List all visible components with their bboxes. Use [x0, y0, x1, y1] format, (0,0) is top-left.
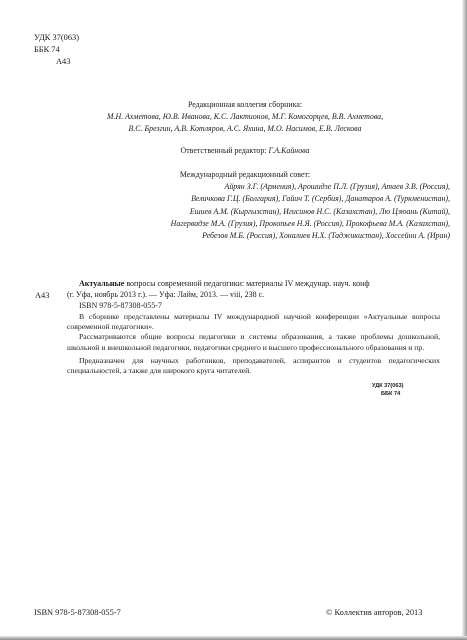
page-edge-shadow	[462, 0, 467, 640]
bib-annotation	[67, 312, 440, 376]
executive-editor-label: Ответственный редактор:	[180, 146, 267, 155]
council-heading-block	[40, 169, 450, 181]
editorial-board-line: В.С. Брезгин, А.В. Котляров, А.С. Яхина, М.О. Насимов, Е.В. Лескова	[128, 124, 362, 133]
bbk-code: ББК 74	[34, 45, 60, 54]
council-line: Айрян З.Г. (Армения), Арошидзе П.Л. (Грузия), Атаев З.В. (Россия),	[224, 182, 450, 191]
bib-bbk-small: ББК 74	[381, 391, 401, 397]
council-line: Ешиев А.М. (Кыргызстан), Игисинов Н.С. (Казахстан), Лю Цзюань (Китай),	[189, 206, 450, 216]
bib-record	[67, 278, 440, 311]
editorial-board	[40, 99, 450, 135]
footer-isbn: ISBN 978-5-87308-055-7	[34, 608, 121, 617]
annotation-paragraph: В сборнике представлены материалы IV международной научной конференции «Актуальные вопросы современной педагогики».	[67, 312, 440, 332]
council-heading: Международный редакционный совет:	[179, 170, 311, 179]
udk-code: УДК 37(063)	[34, 33, 79, 42]
bib-title-rest: вопросы современной педагогики: материалы IV междунар. науч. конф	[126, 279, 370, 288]
executive-editor-name: Г.А.Кайнова	[268, 146, 310, 155]
editorial-board-line: М.Н. Ахметова, Ю.В. Иванова, К.С. Лактионов, М.Г. Комогорцев, В.В. Ахметова,	[106, 112, 384, 121]
annotation-paragraph: Предназначен для научных работников, преподавателей, аспирантов и студентов педагогических специальностей, а также для широкого круга читателей.	[67, 355, 440, 376]
annotation-paragraph: Рассматриваются общие вопросы педагогики и системы образования, а также проблемы дошкольной, школьной и внешкольной педагогики, педагогики среднего и высшего профессионального образования и пр.	[67, 332, 440, 352]
page-edge-shadow-bottom	[0, 636, 467, 640]
bib-isbn: ISBN 978-5-87308-055-7	[79, 301, 162, 310]
council-members	[60, 181, 450, 242]
bib-udk-small: УДК 37(063)	[372, 383, 404, 389]
council-line: Нагервадзе М.А. (Грузия), Прокопьев Н.Я. (Россия), Прокофьева М.А. (Казахстан),	[170, 218, 450, 228]
council-line: Величкова Г.Ц. (Болгария), Гайич Т. (Сербия), Данатаров А. (Туркменистан),	[191, 194, 450, 204]
executive-editor	[40, 145, 450, 157]
council-line: Ребезов М.Б. (Россия), Хоналиев Н.Х. (Таджикистан), Хоссейни А. (Иран)	[202, 231, 450, 241]
bib-author-sign: А43	[35, 291, 50, 300]
author-sign: А43	[56, 57, 71, 66]
footer-copyright: © Коллектив авторов, 2013	[326, 608, 423, 617]
bib-title-bold: Актуальные	[79, 279, 125, 288]
editorial-board-heading: Редакционная коллегия сборника:	[187, 100, 303, 109]
bib-imprint: (г. Уфа, ноябрь 2013 г.). — Уфа: Лайм, 2013. — viii, 238 с.	[67, 290, 265, 299]
